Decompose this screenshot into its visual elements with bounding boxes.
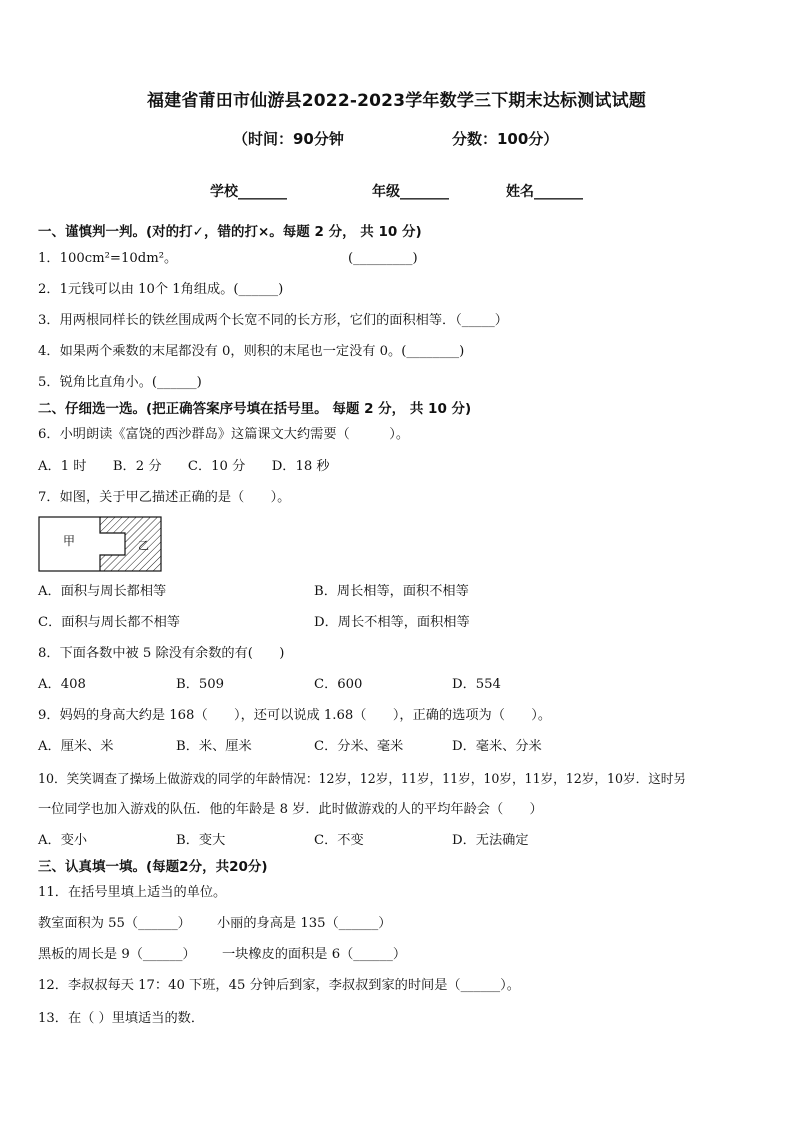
question-2: 2．1元钱可以由 10个 1角组成。(______) [38, 282, 284, 297]
question-10-option-a: A．变小 [38, 833, 88, 848]
question-7-figure [38, 516, 162, 572]
school-field: 学校_______ [210, 184, 287, 200]
grade-field: 年级_______ [372, 184, 449, 200]
section-2-heading: 二、仔细选一选。(把正确答案序号填在括号里。 每题 2 分， 共 10 分) [38, 401, 472, 417]
question-6: 6．小明朗读《富饶的西沙群岛》这篇课文大约需要（ ）。 [38, 427, 410, 442]
question-8: 8．下面各数中被 5 除没有余数的有( ) [38, 646, 285, 661]
notch [100, 533, 125, 555]
question-9: 9．妈妈的身高大约是 168（ ），还可以说成 1.68（ ），正确的选项为（ ）。 [38, 708, 552, 723]
question-10-line-2: 一位同学也加入游戏的队伍．他的年龄是 8 岁．此时做游戏的人的平均年龄会（ ） [38, 802, 543, 817]
question-10-line-1: 10．笑笑调查了操场上做游戏的同学的年龄情况：12岁，12岁，11岁，11岁，10岁，11岁，12岁，10岁．这时另 [38, 771, 686, 786]
question-9-option-a: A．厘米、米 [38, 739, 114, 754]
question-8-option-b: B．509 [176, 677, 225, 692]
label-jia: 甲 [63, 534, 76, 548]
question-10-option-d: D．无法确定 [452, 833, 529, 848]
section-3-heading: 三、认真填一填。(每题2分，共20分) [38, 859, 268, 875]
question-7-option-d: D．周长不相等，面积相等 [314, 615, 470, 630]
exam-time: （时间：90分钟 [233, 130, 344, 148]
question-1: 1．100cm²=10dm²。 [38, 251, 178, 266]
question-9-option-b: B．米、厘米 [176, 739, 252, 754]
exam-score: 分数：100分） [452, 130, 559, 148]
question-9-option-d: D．毫米、分米 [452, 739, 542, 754]
question-11-item-1: 教室面积为 55（______） [38, 916, 191, 931]
question-11-item-2: 小丽的身高是 135（______） [217, 916, 392, 931]
question-3: 3．用两根同样长的铁丝围成两个长宽不同的长方形，它们的面积相等．（_____） [38, 313, 508, 328]
name-field: 姓名_______ [506, 184, 583, 200]
question-11-item-4: 一块橡皮的面积是 6（______） [222, 947, 407, 962]
question-12: 12．李叔叔每天 17：40 下班，45 分钟后到家，李叔叔到家的时间是（______）。 [38, 978, 520, 993]
question-5: 5．锐角比直角小。(______) [38, 375, 202, 390]
question-6-options: A．1 时 B．2 分 C．10 分 D．18 秒 [38, 459, 330, 474]
question-7: 7．如图，关于甲乙描述正确的是（ ）。 [38, 490, 291, 505]
question-13: 13．在（ ）里填适当的数． [38, 1011, 205, 1026]
question-9-option-c: C．分米、毫米 [314, 739, 404, 754]
question-7-option-b: B．周长相等，面积不相等 [314, 584, 469, 599]
question-11-item-3: 黑板的周长是 9（______） [38, 947, 196, 962]
page-title: 福建省莆田市仙游县2022-2023学年数学三下期末达标测试试题 [146, 91, 647, 111]
question-1-blank: (_________) [348, 251, 418, 266]
question-11: 11．在括号里填上适当的单位。 [38, 885, 227, 900]
question-4: 4．如果两个乘数的末尾都没有 0，则积的末尾也一定没有 0。(________) [38, 344, 465, 359]
question-7-option-a: A．面积与周长都相等 [38, 584, 167, 599]
question-7-option-c: C．面积与周长都不相等 [38, 615, 180, 630]
label-yi: 乙 [138, 539, 149, 552]
question-10-option-c: C．不变 [314, 833, 364, 848]
section-1-heading: 一、谨慎判一判。(对的打✓，错的打×。每题 2 分， 共 10 分) [38, 224, 422, 240]
question-10-option-b: B．变大 [176, 833, 226, 848]
question-8-option-d: D．554 [452, 677, 501, 692]
question-8-option-a: A．408 [38, 677, 86, 692]
question-8-option-c: C．600 [314, 677, 363, 692]
